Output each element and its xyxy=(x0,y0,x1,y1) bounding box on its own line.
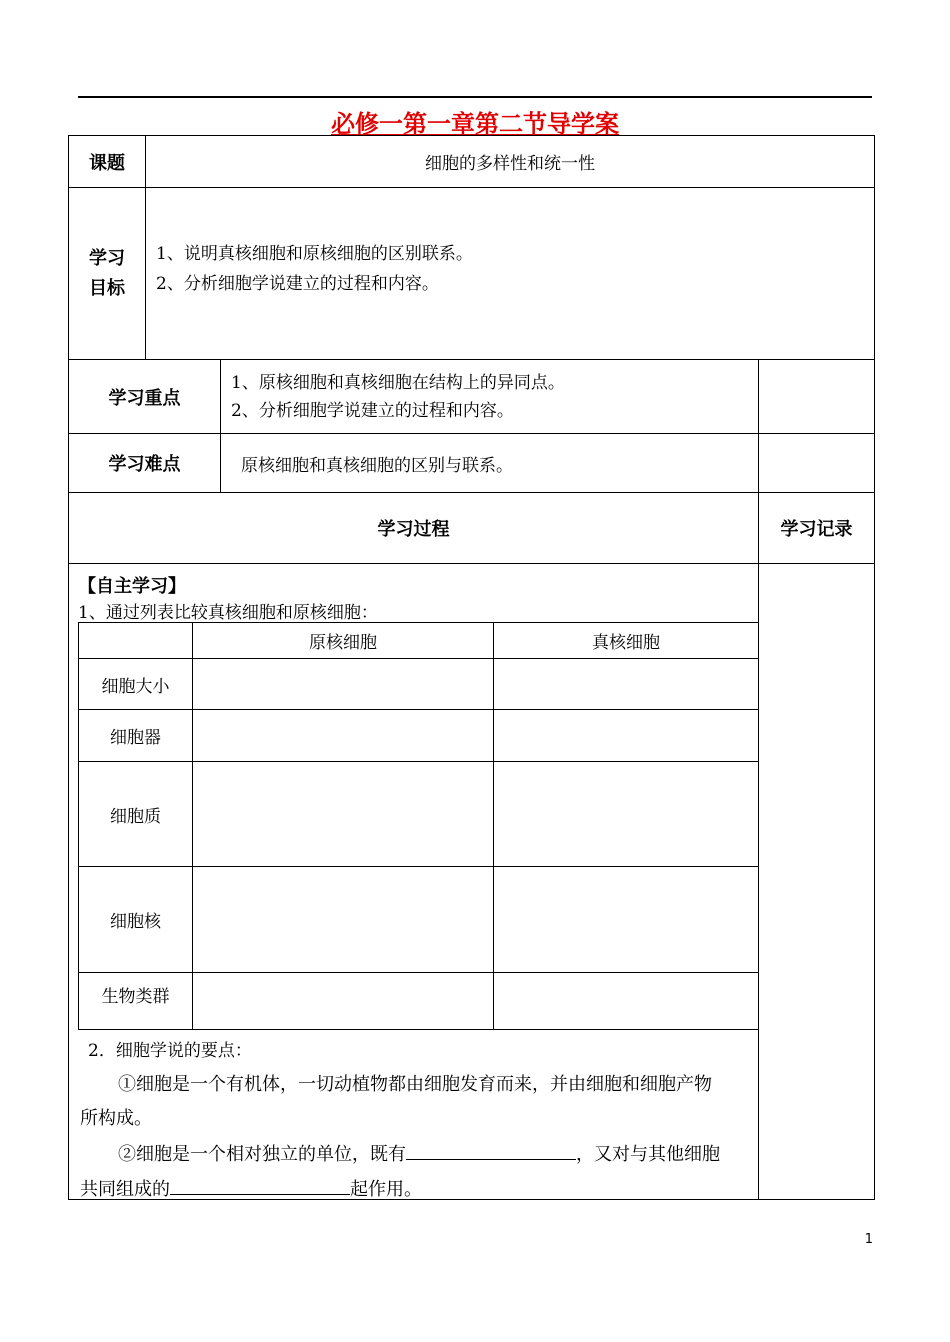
cell-theory-point-1: ①细胞是一个有机体，一切动植物都由细胞发育而来，并由细胞和细胞产物 xyxy=(118,1074,712,1095)
question-2: 2．细胞学说的要点： xyxy=(88,1041,252,1061)
compare-cell[interactable] xyxy=(493,761,759,867)
process-header: 学习过程 xyxy=(68,492,759,564)
cell-theory-point-2-cont xyxy=(80,1175,422,1201)
compare-row-label: 生物类群 xyxy=(78,972,193,1030)
compare-cell[interactable] xyxy=(192,972,494,1030)
keypoint-item: 1、原核细胞和真核细胞在结构上的异同点。 xyxy=(231,372,565,393)
keypoints-record[interactable] xyxy=(758,359,875,434)
compare-row-label: 细胞大小 xyxy=(78,658,193,710)
compare-cell[interactable] xyxy=(192,658,494,710)
keypoints-label: 学习重点 xyxy=(68,359,221,434)
compare-cell[interactable] xyxy=(493,658,759,710)
fill-blank-2[interactable] xyxy=(170,1177,350,1195)
goals-content xyxy=(145,187,875,360)
cell-theory-point-2-cont-text: 共同组成的 xyxy=(80,1179,170,1200)
compare-cell[interactable] xyxy=(493,709,759,762)
difficulties-label: 学习难点 xyxy=(68,433,221,493)
cell-theory-point-2-text: ②细胞是一个相对独立的单位，既有 xyxy=(118,1144,406,1165)
compare-header-eukaryote: 真核细胞 xyxy=(493,622,759,659)
keypoints-content xyxy=(220,359,759,434)
compare-cell[interactable] xyxy=(192,709,494,762)
compare-cell[interactable] xyxy=(493,866,759,973)
goal-item: 1、说明真核细胞和原核细胞的区别联系。 xyxy=(156,243,473,264)
compare-cell[interactable] xyxy=(192,866,494,973)
record-content[interactable] xyxy=(758,563,875,1200)
goals-label-line2: 目标 xyxy=(89,277,125,299)
goal-item: 2、分析细胞学说建立的过程和内容。 xyxy=(156,273,439,294)
compare-row-label: 细胞核 xyxy=(78,866,193,973)
page-title: 必修一第一章第二节导学案 xyxy=(331,110,619,138)
question-1: 1、通过列表比较真核细胞和原核细胞： xyxy=(78,603,378,623)
compare-header-empty xyxy=(78,622,193,659)
compare-header-prokaryote: 原核细胞 xyxy=(192,622,494,659)
record-header: 学习记录 xyxy=(758,492,875,564)
cell-theory-point-2-text-b: ，又对与其他细胞 xyxy=(576,1144,720,1165)
topic-value: 细胞的多样性和统一性 xyxy=(145,135,875,188)
goals-label xyxy=(68,187,146,360)
cell-theory-point-2 xyxy=(118,1140,720,1166)
header-rule xyxy=(78,96,872,98)
fill-blank-1[interactable] xyxy=(406,1142,576,1160)
topic-label: 课题 xyxy=(68,135,146,188)
keypoint-item: 2、分析细胞学说建立的过程和内容。 xyxy=(231,400,514,421)
difficulties-record[interactable] xyxy=(758,433,875,493)
compare-row-label: 细胞质 xyxy=(78,761,193,867)
compare-row-label: 细胞器 xyxy=(78,709,193,762)
goals-label-line1: 学习 xyxy=(89,247,125,269)
cell-theory-point-2-cont-text-b: 起作用。 xyxy=(350,1179,422,1200)
compare-cell[interactable] xyxy=(192,761,494,867)
difficulties-content: 原核细胞和真核细胞的区别与联系。 xyxy=(220,433,759,493)
compare-cell[interactable] xyxy=(493,972,759,1030)
cell-theory-point-1-cont: 所构成。 xyxy=(80,1108,152,1129)
page-number: 1 xyxy=(864,1232,873,1247)
self-study-heading: 【自主学习】 xyxy=(78,576,186,597)
